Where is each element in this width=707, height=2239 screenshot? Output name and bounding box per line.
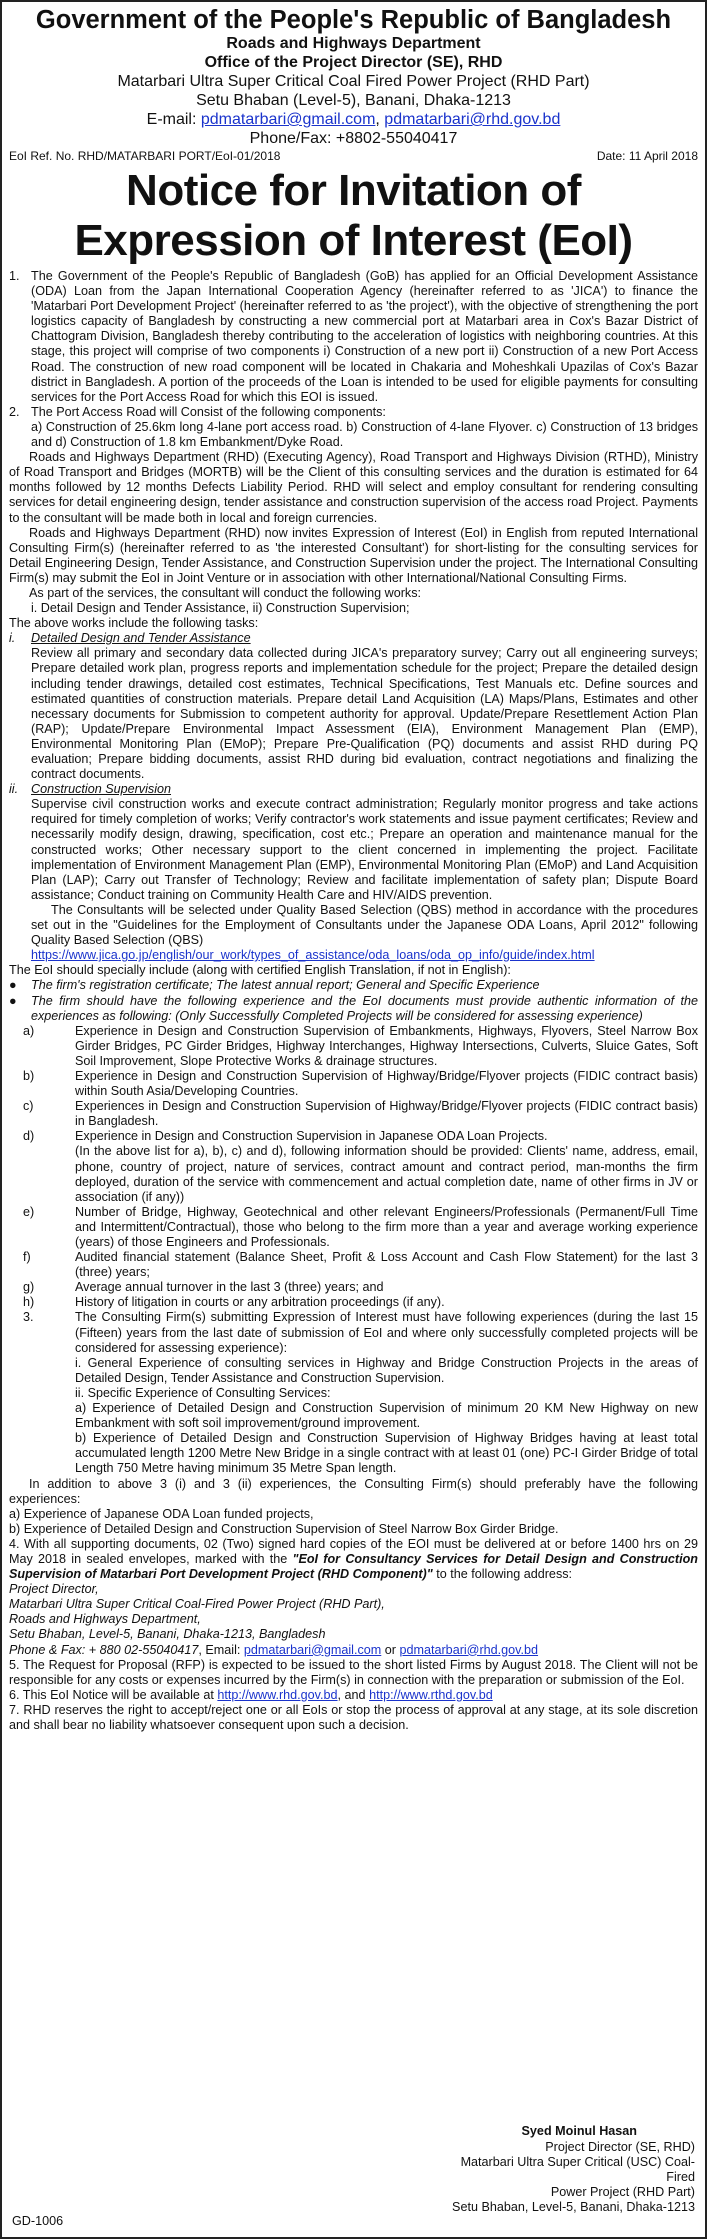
bullet-icon: ● [9, 978, 17, 993]
email-separator: , [375, 111, 385, 128]
submission-paragraph [9, 1537, 698, 1582]
reference-number: EoI Ref. No. RHD/MATARBARI PORT/EoI-01/2018 [9, 149, 281, 163]
requirement-text: Experience in Design and Construction Supervision of Highway/Bridge/Flyover projects (FIDIC contract basis) within South Asia/Developing Countries. [75, 1068, 698, 1099]
qbs-link-line [9, 948, 698, 963]
invitation-paragraph: Roads and Highways Department (RHD) now invites Expression of Interest (EoI) in English from reputed International Consulting Firm(s) (hereinafter referred to as 'the interested Consultant') for short-listing for the consulting services for Detail Engineering Design, Tender Assistance, and Construction Supervision under the project. The International Consulting Firm(s) may submit the EoI in Joint Venture or in association with other International/National Consulting Firms. [9, 525, 698, 585]
signature-block [445, 2124, 695, 2215]
email-link-rhd[interactable]: pdmatarbari@rhd.gov.bd [384, 111, 561, 128]
eoi-include-intro: The EoI should specially include (along with certified English Translation, if not in English): [9, 963, 511, 978]
notice-date: Date: 11 April 2018 [596, 149, 698, 163]
address-line: Setu Bhaban, Level-5, Banani, Dhaka-1213, Bangladesh [9, 1627, 326, 1642]
rhd-website-link[interactable]: http://www.rhd.gov.bd [217, 1687, 338, 1702]
requirement-label: a) [23, 1023, 35, 1038]
email-label: E-mail: [146, 111, 201, 128]
task-heading-supervision [9, 782, 698, 797]
address-email-rhd[interactable]: pdmatarbari@rhd.gov.bd [399, 1642, 539, 1657]
signatory-project: Matarbari Ultra Super Critical (USC) Coal-Fired [460, 2154, 695, 2184]
gd-number: GD-1006 [12, 2213, 64, 2228]
bullet-icon: ● [9, 993, 17, 1008]
additional-experience-intro: In addition to above 3 (i) and 3 (ii) experiences, the Consulting Firm(s) should preferably have the following experiences: [9, 1476, 698, 1506]
requirement-label: c) [23, 1099, 34, 1114]
paragraph-text: The Government of the People's Republic of Bangladesh (GoB) has applied for an Official Development Assistance (ODA) Loan from the Japan International Cooperation Agency (hereinafter referred to as 'JICA') to finance the 'Matarbari Port Development Project' (hereinafter referred to as 'the project'), with the objective of strengthening the port logistics capacity of Bangladesh by constructing a new commercial port at Matarbari area in Cox's Bazar District of Chattogram Division, Bangladesh thereby contributing to the acceleration of logistics with neighboring countries. At this stage, this project will comprise of two components i) Construction of a new port ii) Construction of a new Port Access Road. The construction of new road component will be located in Chakaria and Moheshkali Upazilas of Cox's Bazar district in Bangladesh. A portion of the proceeds of the Loan is intended to be used for eligible payments for consulting services for the Port Access Road for which this EOI is issued. [31, 269, 698, 404]
rfp-paragraph: 5. The Request for Proposal (RFP) is expected to be issued to the short listed Firms by August 2018. The Client will not be responsible for any costs or expenses incurred by the Firm(s) in connection with the preparation or submission of the EoI. [9, 1657, 698, 1687]
bullet-text: The firm should have the following experience and the EoI documents must provide authentic information of the experiences as following: (Only Successfully Completed Projects will be considered for assessing experience) [31, 993, 698, 1023]
requirement-item [9, 1129, 698, 1204]
task-text-design: Review all primary and secondary data collected during JICA's preparatory survey; Carry out all engineering surveys; Prepare detailed work plan, progress reports and implementation schedule for the project; Prepare the detailed design including tender drawings, detailed cost estimates, Technical Specifications, Test Manuals etc. Define sources and estimated quantities of construction materials. Prepare detail Land Acquisition (LA) Maps/Plans, Estimates and other necessary documents for Submission to competent authority for approval. Update/Prepare Resettlement Action Plan (RAP); Update/Prepare Environmental Impact Assessment (EIA), Environment Management Plan (EMP), Environmental Monitoring Plan (EMoP); Prepare Pre-Qualification (PQ) documents and assist RHD during PQ evaluation; Prepare bidding documents, assist RHD during bid evaluation, contract negotiations and finalizing the contract documents. [31, 646, 698, 782]
rthd-website-link[interactable]: http://www.rthd.gov.bd [369, 1687, 493, 1702]
project-name: Matarbari Ultra Super Critical Coal Fired Power Project (RHD Part) [117, 73, 590, 90]
rights-paragraph: 7. RHD reserves the right to accept/reject one or all EoIs or stop the process of approval at any stage, at its sole discretion and shall bear no liability whatsoever consequent upon such a decision. [9, 1702, 698, 1732]
address-line: Project Director, [9, 1582, 99, 1597]
requirement-label: g) [23, 1280, 35, 1295]
client-paragraph: Roads and Highways Department (RHD) (Executing Agency), Road Transport and Highways Division (RTHD), Ministry of Road Transport and Bridges (MORTB) will be the Client of this consulting services and the duration is estimated for 64 months followed by 12 months Defects Liability Period. RHD will select and employ consultant for rendering consulting services for detail engineering design, tender assistance and construction supervision of the access road Project. Payments to the consultant will be made both in local and foreign currencies. [9, 450, 698, 525]
signatory-name: Syed Moinul Hasan [521, 2124, 637, 2139]
address-or: or [381, 1642, 400, 1657]
paragraph-number: 2. [9, 404, 20, 419]
requirement-item [9, 1295, 698, 1310]
requirement-text: Experience in Design and Construction Supervision in Japanese ODA Loan Projects. (In the above list for a), b), c) and d), following information should be provided: Clients' name, address, email, phone, country of project, nature of services, contract amount and contract period, man-months the firm deployed, duration of the service with commencement and actual completion date, name of other firms in JV or association (if any)) [75, 1129, 698, 1204]
paragraph-number: 1. [9, 269, 20, 283]
requirement-label: h) [23, 1295, 35, 1310]
task-number: i. [9, 631, 16, 646]
task-title: Detailed Design and Tender Assistance [31, 631, 251, 646]
requirement-text: Experiences in Design and Construction Supervision of Highway/Bridge/Flyover projects (FIDIC contract basis) in Bangladesh. [75, 1099, 698, 1129]
requirement-item [9, 1024, 698, 1069]
availability-paragraph [9, 1688, 698, 1703]
submission-text-end: to the following address: [432, 1567, 573, 1582]
email-line [9, 110, 698, 129]
requirement-text: Average annual turnover in the last 3 (three) years; and [75, 1280, 384, 1295]
requirement-item [9, 1205, 698, 1250]
jica-guidelines-link[interactable]: https://www.jica.go.jp/english/our_work/types_of_assistance/oda_loans/oda_op_info/guide/index.html [31, 948, 595, 963]
bullet-item [9, 994, 698, 1024]
reference-row [9, 149, 698, 164]
requirement-item [9, 1250, 698, 1280]
bullet-text: The firm's registration certificate; The latest annual report; General and Specific Experience [31, 978, 540, 993]
address-phone: Phone & Fax: + 880 02-55040417 [9, 1642, 199, 1657]
submission-text: 4. With all supporting documents, 02 (Two) signed hard copies of the EOI must be delivered at or before 1400 hrs on 29 May 2018 in sealed envelopes, marked with the [9, 1536, 698, 1566]
road-components: a) Construction of 25.6km long 4-lane port access road. b) Construction of 4-lane Flyover. c) Construction of 13 bridges and d) Construction of 1.8 km Embankment/Dyke Road. [31, 419, 698, 450]
paragraph-text: The Port Access Road will Consist of the following components: [31, 404, 386, 419]
signatory-title: Project Director (SE, RHD) [545, 2139, 695, 2154]
requirement-label: f) [23, 1250, 31, 1265]
requirement-text: Audited financial statement (Balance Sheet, Profit & Loss Account and Cash Flow Statement) for the last 3 (three) years; [75, 1250, 698, 1280]
additional-experience-a: a) Experience of Japanese ODA Loan funded projects, [9, 1506, 314, 1521]
phone-fax: Phone/Fax: +8802-55040417 [249, 130, 458, 147]
requirement-item [9, 1069, 698, 1099]
requirement-item [9, 1099, 698, 1129]
tasks-intro: The above works include the following tasks: [9, 616, 259, 631]
requirement-text: Number of Bridge, Highway, Geotechnical and other relevant Engineers/Professionals (Permanent/Full Time and Intermittent/Contractual), those who belong to the firm more than a year and average working experience (years) of those Engineers and Professionals. [75, 1204, 698, 1249]
services-list: i. Detail Design and Tender Assistance, ii) Construction Supervision; [31, 601, 410, 616]
requirement-label: d) [23, 1129, 35, 1144]
government-title: Government of the People's Republic of Bangladesh [35, 6, 672, 34]
office-address: Setu Bhaban (Level-5), Banani, Dhaka-1213 [196, 92, 511, 109]
availability-text: 6. This EoI Notice will be available at [9, 1687, 218, 1702]
task-number: ii. [9, 782, 19, 797]
address-contact [9, 1643, 698, 1658]
notice-title: Notice for Invitation of Expression of Interest (EoI) [74, 166, 633, 265]
office-name: Office of the Project Director (SE), RHD [204, 54, 503, 71]
address-email-label: , Email: [198, 1642, 244, 1657]
requirement-text: The Consulting Firm(s) submitting Expression of Interest must have following experiences (during the last 15 (Fifteen) years from the last date of submission of EoI and where only successfully completed projects will be considered for assessing experience): i. General Experience of consulting services in Highway and Bridge Construction Projects in the areas of Detailed Design, Tender Assistance and Construction Supervision. ii. Specific Experience of Consulting Services: a) Experience of Detailed Design and Construction Supervision of minimum 20 KM New Highway on new Embankment with soft soil improvement/ground improvement. b) Experience of Detailed Design and Construction Supervision of Highway Bridges having at least total accumulated length 1200 Metre New Bridge in a single contract with at least 01 (one) PC-I Girder Bridge of total Length 750 Metre having minimum 35 Metre Span length. [75, 1310, 698, 1476]
requirement-label: b) [23, 1068, 35, 1083]
qbs-text: The Consultants will be selected under Quality Based Selection (QBS) method in accordance with the procedures set out in the "Guidelines for the Employment of Consultants under the Japanese ODA Loans, April 2012" following Quality Based Selection (QBS) [31, 902, 698, 948]
requirement-text: Experience in Design and Construction Supervision of Embankments, Highways, Flyovers, Steel Narrow Box Girder Bridges, PC Girder Bridges, Highway Interchanges, Highway Intersections, Culverts, Sluice Gates, Soft Soil Improvement, Slope Protective Works & drainage structures. [75, 1023, 698, 1068]
envelope-marking: "EoI for Consultancy Services for Detail Design and Construction Supervision of Matarbari Port Development Project (RHD Component)" [9, 1551, 698, 1582]
qbs-paragraph [9, 903, 698, 948]
email-link-gmail[interactable]: pdmatarbari@gmail.com [200, 111, 376, 128]
paragraph-2 [9, 405, 698, 420]
paragraph-1 [9, 269, 698, 405]
services-intro: As part of the services, the consultant will conduct the following works: [29, 585, 421, 600]
signatory-project-part: Power Project (RHD Part) [550, 2184, 695, 2199]
task-title: Construction Supervision [31, 782, 172, 797]
address-email-gmail[interactable]: pdmatarbari@gmail.com [243, 1642, 382, 1657]
signatory-address: Setu Bhaban, Level-5, Banani, Dhaka-1213 [452, 2199, 695, 2214]
address-line: Matarbari Ultra Super Critical Coal-Fired Power Project (RHD Part), [9, 1597, 385, 1612]
task-heading-design [9, 631, 698, 646]
bullet-item [9, 978, 698, 993]
availability-and: , and [337, 1687, 370, 1702]
task-text-supervision: Supervise civil construction works and execute contract administration; Regularly monitor progress and take actions required for timely completion of works; Verify contractor's work statements and issue payment certificates; Review and necessarily modify design, drawing, specification, cost etc.; Prepare an operation and maintenance manual for the constructed works; Other necessary support to the client concerned in implementing the project. Facilitate implementation of Environment Management Plan (EMP), Environmental Monitoring Plan (EMoP) and Land Acquisition Plan (LAP); Carry out Transfer of Technology; Review and facilitate implementation of safety plan; Dispute Board assistance; Conduct training on Community Health Care and HIV/AIDS prevention. [31, 797, 698, 902]
requirement-label: e) [23, 1204, 35, 1219]
submission-address [9, 1582, 698, 1657]
additional-experience-b: b) Experience of Detailed Design and Construction Supervision of Steel Narrow Box Girder Bridge. [9, 1521, 559, 1536]
department-name: Roads and Highways Department [226, 35, 481, 52]
address-line: Roads and Highways Department, [9, 1612, 201, 1627]
requirement-item [9, 1310, 698, 1476]
requirement-item [9, 1280, 698, 1295]
requirement-label: 3. [23, 1310, 34, 1325]
requirement-text: History of litigation in courts or any arbitration proceedings (if any). [75, 1295, 445, 1310]
